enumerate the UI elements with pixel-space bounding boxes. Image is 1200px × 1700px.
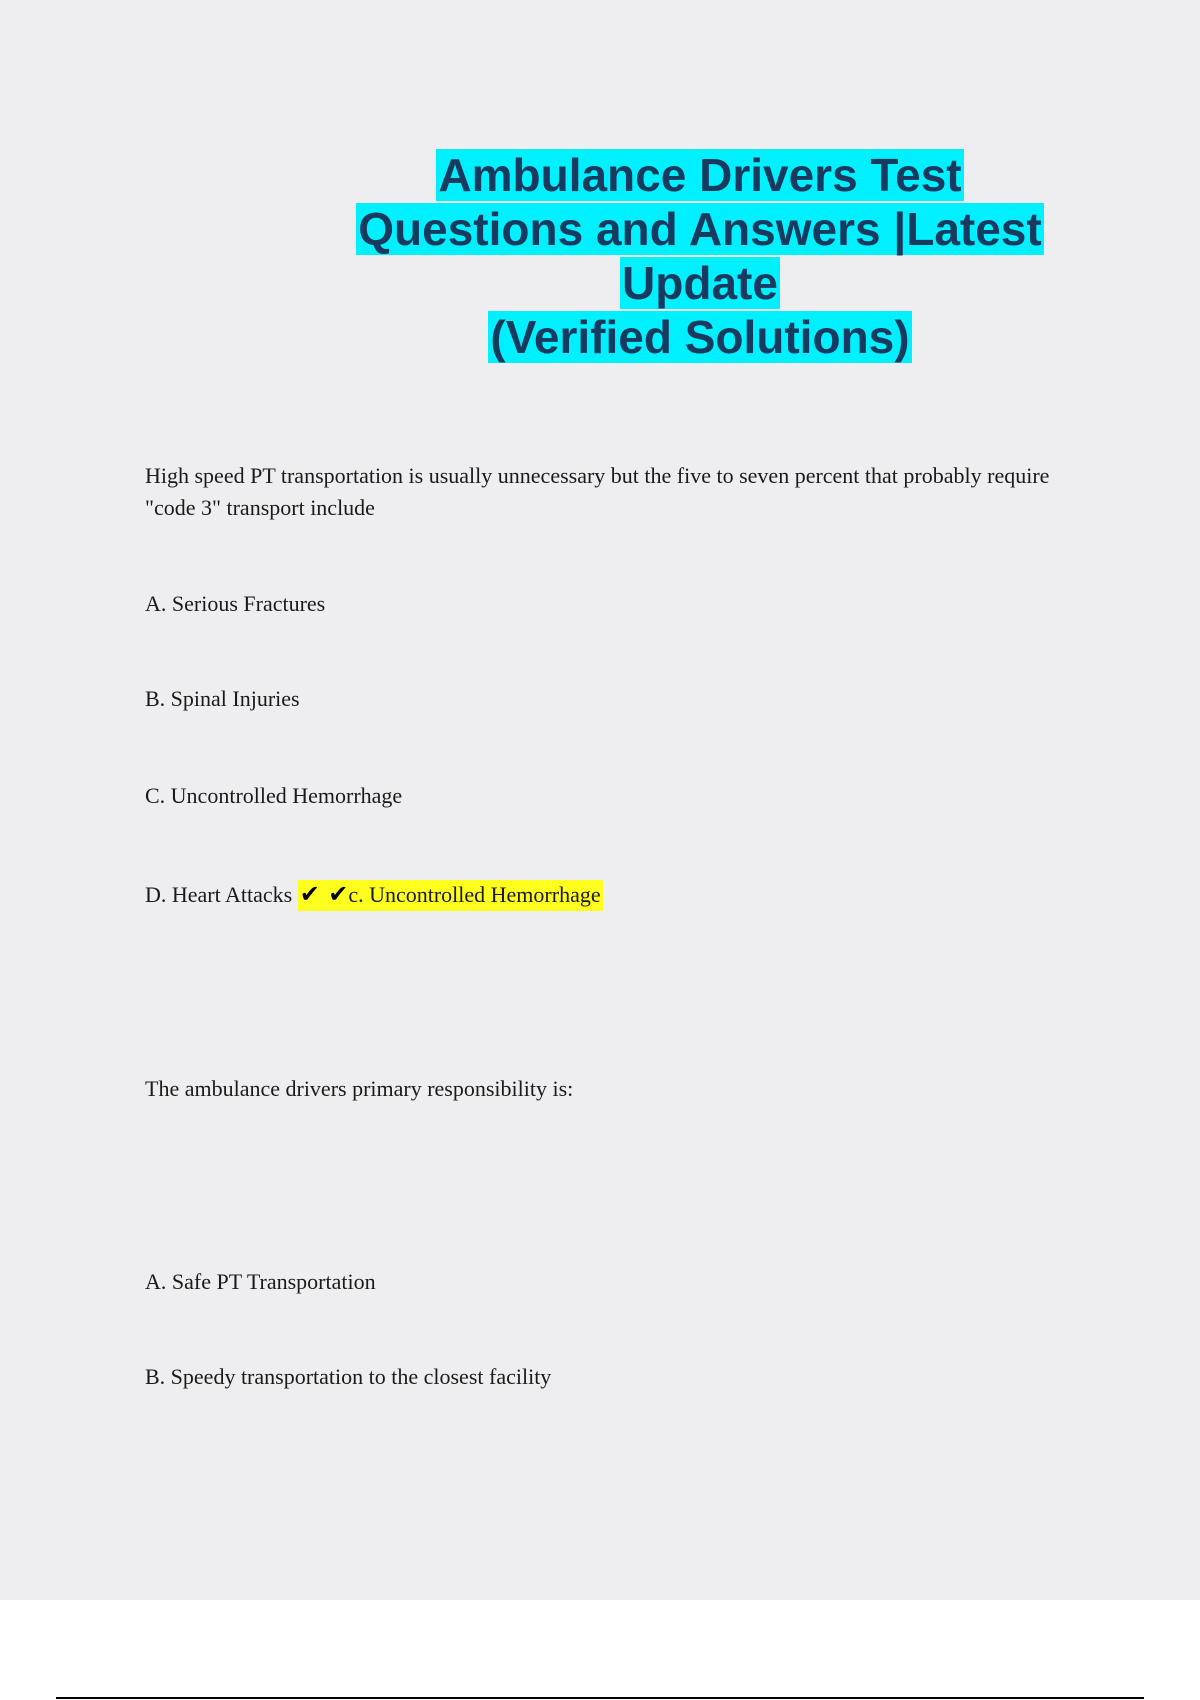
- question-1-option-a: A. Serious Fractures: [145, 591, 326, 616]
- question-2-text: The ambulance drivers primary responsibility is:: [145, 1076, 574, 1101]
- footer-divider: [56, 1697, 1144, 1699]
- title-line: Ambulance Drivers Test: [438, 149, 962, 201]
- title-line: (Verified Solutions): [490, 311, 910, 363]
- checkmark-icon: ✔ ✔: [299, 880, 349, 908]
- question-1-option-d-row: [145, 878, 603, 911]
- question-2-option-b: B. Speedy transportation to the closest facility: [145, 1364, 552, 1389]
- question-1-option-b: B. Spinal Injuries: [145, 686, 300, 711]
- document-title: [300, 148, 1100, 364]
- question-1-option-c: C. Uncontrolled Hemorrhage: [145, 783, 403, 808]
- answer-highlight: [298, 880, 603, 911]
- question-1-answer: c. Uncontrolled Hemorrhage: [348, 882, 601, 907]
- question-1-option-d: D. Heart Attacks: [145, 882, 293, 907]
- title-line: Update: [622, 257, 778, 309]
- question-2-option-a: A. Safe PT Transportation: [145, 1269, 376, 1294]
- question-1-text: High speed PT transportation is usually unnecessary but the five to seven percent that probably require "code 3" transport include: [145, 463, 1050, 520]
- title-line: Questions and Answers |Latest: [358, 203, 1042, 255]
